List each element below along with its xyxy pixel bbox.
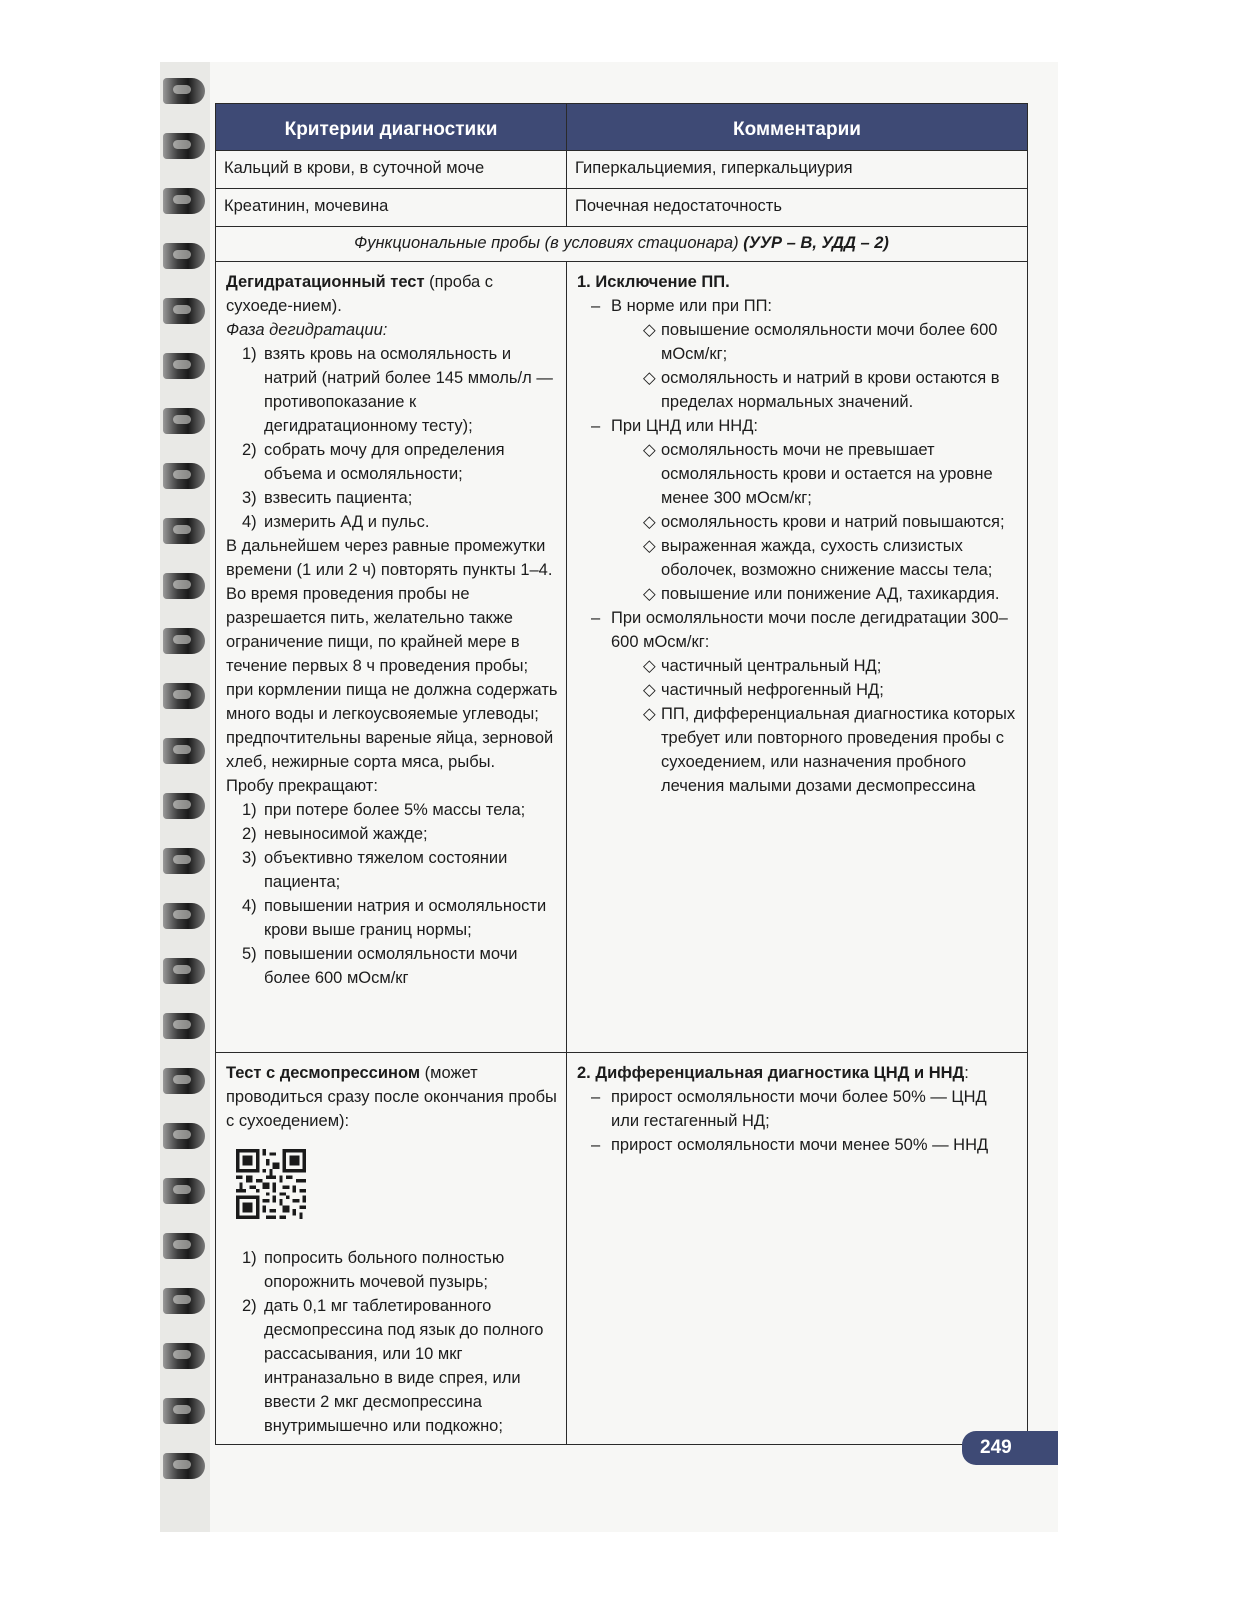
item-text: осмоляльность и натрий в крови остаются в пределах нормальных значений. [661,369,1000,411]
diamond-bullet-icon: ◇ [643,585,656,603]
item-text: осмоляльность мочи не превышает осмоляльность крови и остается на уровне менее 300 мОсм/кг; [661,441,993,507]
binding-ring [163,1453,205,1479]
item-text: повышение или понижение АД, тахикардия. [661,585,1000,603]
list-item: 1) при потере более 5% массы тела; [242,801,526,819]
exclusion-title: 1. Исключение ПП. [577,273,730,291]
step-text: измерить АД и пульс. [264,513,430,531]
binding-ring [163,133,205,159]
binding-ring [163,1343,205,1369]
binding-ring [163,628,205,654]
binding-ring [163,1068,205,1094]
binding-ring [163,1398,205,1424]
binding-ring [163,683,205,709]
dehydration-cell [216,262,567,1053]
functional-note: (в условиях стационара) [544,234,739,252]
list-item: 4) измерить АД и пульс. [242,513,430,531]
item-text: повышение осмоляльности мочи более 600 мОсм/кг; [661,321,998,363]
binding-ring [163,958,205,984]
binding-ring [163,903,205,929]
row-criteria: Креатинин, мочевина [216,189,567,227]
binding-ring [163,573,205,599]
row-comment: Почечная недостаточность [567,189,1028,227]
step-text: попросить больного полностью опорожнить мочевой пузырь; [264,1249,505,1291]
phase-label-text: Фаза дегидратации [226,321,383,339]
list-item: – При ЦНД или ННД: ◇ осмоляльность мочи не превышает осмоляльность крови и остается на уровне менее 300 мОсм/кг; ◇ осмоляльность крови и натрий повышаются; ◇ выраженная жажда, сухость слизистых оболочек, возможно снижение массы тела; ◇ повышение или понижение АД, тахикардия. [577,414,1019,606]
table-row [216,189,1028,227]
list-item [611,654,1019,678]
desmopressin-title-line [226,1061,558,1133]
binding-ring [163,243,205,269]
list-item [611,702,1019,798]
differential-title: 2. Дифференциальная диагностика ЦНД и ННД [577,1064,965,1082]
list-item: – В норме или при ПП: ◇ повышение осмоляльности мочи более 600 мОсм/кг; ◇ осмоляльность и натрий в крови остаются в пределах нормальных значений. [577,294,1019,414]
list-item: 2) дать 0,1 мг таблетированного десмопрессина под язык до полного рассасывания, или 10 мкг интраназально в виде спрея, или ввести 2 мкг десмопрессина внутримышечно или подкожно; [242,1297,544,1435]
header-comments: Комментарии [567,104,1028,151]
binding-ring [163,793,205,819]
item-text: частичный нефрогенный НД; [661,681,884,699]
table-header [216,104,1028,151]
qr-code-icon[interactable] [236,1149,306,1219]
stop-item-text: объективно тяжелом состоянии пациента; [264,849,508,891]
stop-criteria-list [226,798,558,990]
stop-title: Пробу прекращают: [226,777,378,795]
stop-item-text: невыносимой жажде; [264,825,428,843]
differential-list [577,1085,1019,1157]
dehydration-para-2: Во время проведения пробы не разрешается пить, желательно также ограничение пищи, по крайней мере в течение первых 8 ч проведения пробы; при кормлении пища не должна содержать много воды и легкоусвояемые углеводы; предпочтительны вареные яйца, зерновой хлеб, нежирные сорта мяса, рыбы. [226,585,558,771]
differential-title-line: 2. Дифференциальная диагностика ЦНД и ННД: [577,1064,969,1082]
diamond-bullet-icon: ◇ [643,513,656,531]
item-text: выраженная жажда, сухость слизистых оболочек, возможно снижение массы тела; [661,537,993,579]
item-text: частичный центральный НД; [661,657,882,675]
binding-ring [163,353,205,379]
diamond-bullet-icon: ◇ [643,441,656,459]
list-item [611,366,1019,414]
dehydration-title-note: (проба с сухоеде-нием). [226,273,494,315]
list-item [611,534,1019,582]
exclusion-sublist [611,318,1019,414]
group-label: При ЦНД или ННД: [611,417,758,435]
item-text: прирост осмоляльности мочи менее 50% — ННД [611,1136,989,1154]
step-text: дать 0,1 мг таблетированного десмопрессина под язык до полного рассасывания, или 10 мкг интраназально в виде спрея, или ввести 2 мкг десмопрессина внутримышечно или подкожно; [264,1297,544,1435]
table-row [216,151,1028,189]
functional-label: Функциональные пробы [354,234,541,252]
list-item: – При осмоляльности мочи после дегидратации 300–600 мОсм/кг: ◇ частичный центральный НД; ◇ частичный нефрогенный НД; ◇ ПП, дифференциальная диагностика которых требует или повторного проведения пробы с сухоедением, или назначения пробного лечения малыми дозами десмопрессина [577,606,1019,798]
exclusion-sublist [611,438,1019,606]
desmopressin-steps [226,1246,558,1438]
list-item: 1) взять кровь на осмоляльность и натрий (натрий более 145 ммоль/л — противопоказание к дегидратационному тесту); [242,345,553,435]
binding-ring [163,408,205,434]
desmopressin-cell [216,1053,567,1445]
diamond-bullet-icon: ◇ [643,369,656,387]
exclusion-sublist [611,654,1019,798]
list-item: 3) взвесить пациента; [242,489,413,507]
binding-ring [163,78,205,104]
evidence-level: (УУР – В, УДД – 2) [743,234,889,252]
step-text: взять кровь на осмоляльность и натрий (натрий более 145 ммоль/л — противопоказание к дегидратационному тесту); [264,345,553,435]
list-item: 2) невыносимой жажде; [242,825,428,843]
binding-ring [163,1233,205,1259]
page-number: 249 [962,1431,1058,1465]
binding-ring [163,463,205,489]
binding-ring [163,848,205,874]
list-item [611,678,1019,702]
dehydration-row [216,262,1028,1053]
differential-cell [567,1053,1028,1445]
list-item: 4) повышении натрия и осмоляльности крови выше границ нормы; [242,897,547,939]
desmopressin-title: Тест с десмопрессином [226,1064,421,1082]
group-label: При осмоляльности мочи после дегидратации 300–600 мОсм/кг: [611,609,1008,651]
binding-ring [163,1123,205,1149]
dehydration-title-line [226,270,558,318]
dehydration-steps [226,342,558,534]
list-item: – прирост осмоляльности мочи более 50% — ЦНД или гестагенный НД; [591,1088,987,1130]
desmopressin-row [216,1053,1028,1445]
binding-ring [163,1288,205,1314]
list-item [611,582,1019,606]
phase-label: Фаза дегидратации: [226,321,388,339]
stop-item-text: при потере более 5% массы тела; [264,801,526,819]
list-item: 3) объективно тяжелом состоянии пациента; [242,849,508,891]
binding-ring [163,518,205,544]
list-item: 1) попросить больного полностью опорожнить мочевой пузырь; [242,1249,505,1291]
row-criteria: Кальций в крови, в суточной моче [216,151,567,189]
list-item: 5) повышении осмоляльности мочи более 600 мОсм/кг [242,945,518,987]
binding-ring [163,738,205,764]
diamond-bullet-icon: ◇ [643,681,656,699]
item-text: прирост осмоляльности мочи более 50% — ЦНД или гестагенный НД; [611,1088,987,1130]
list-item [611,318,1019,366]
dehydration-title: Дегидратационный тест [226,273,425,291]
stop-item-text: повышении натрия и осмоляльности крови выше границ нормы; [264,897,547,939]
diamond-bullet-icon: ◇ [643,705,656,723]
header-criteria: Критерии диагностики [216,104,567,151]
diamond-bullet-icon: ◇ [643,657,656,675]
binding-ring [163,1013,205,1039]
step-text: взвесить пациента; [264,489,413,507]
diamond-bullet-icon: ◇ [643,321,656,339]
list-item [611,438,1019,510]
exclusion-groups [577,294,1019,798]
list-item [611,510,1019,534]
group-label: В норме или при ПП: [611,297,773,315]
diamond-bullet-icon: ◇ [643,537,656,555]
binding-ring [163,1178,205,1204]
binding-ring [163,188,205,214]
desmopressin-title-note: (может проводиться сразу после окончания пробы с сухоедением): [226,1064,557,1130]
row-comment: Гиперкальциемия, гиперкальциурия [567,151,1028,189]
diagnostics-table [215,103,1028,1445]
item-text: осмоляльность крови и натрий повышаются; [661,513,1005,531]
list-item: 2) собрать мочу для определения объема и осмоляльности; [242,441,505,483]
binding-ring [163,298,205,324]
list-item: – прирост осмоляльности мочи менее 50% — ННД [591,1136,989,1154]
dehydration-para-1: В дальнейшем через равные промежутки времени (1 или 2 ч) повторять пункты 1–4. [226,537,553,579]
exclusion-cell [567,262,1028,1053]
functional-tests-row [216,227,1028,262]
item-text: ПП, дифференциальная диагностика которых требует или повторного проведения пробы с сухоедением, или назначения пробного лечения малыми дозами десмопрессина [661,705,1016,795]
step-text: собрать мочу для определения объема и осмоляльности; [264,441,505,483]
functional-tests-heading [216,227,1028,262]
stop-item-text: повышении осмоляльности мочи более 600 мОсм/кг [264,945,518,987]
